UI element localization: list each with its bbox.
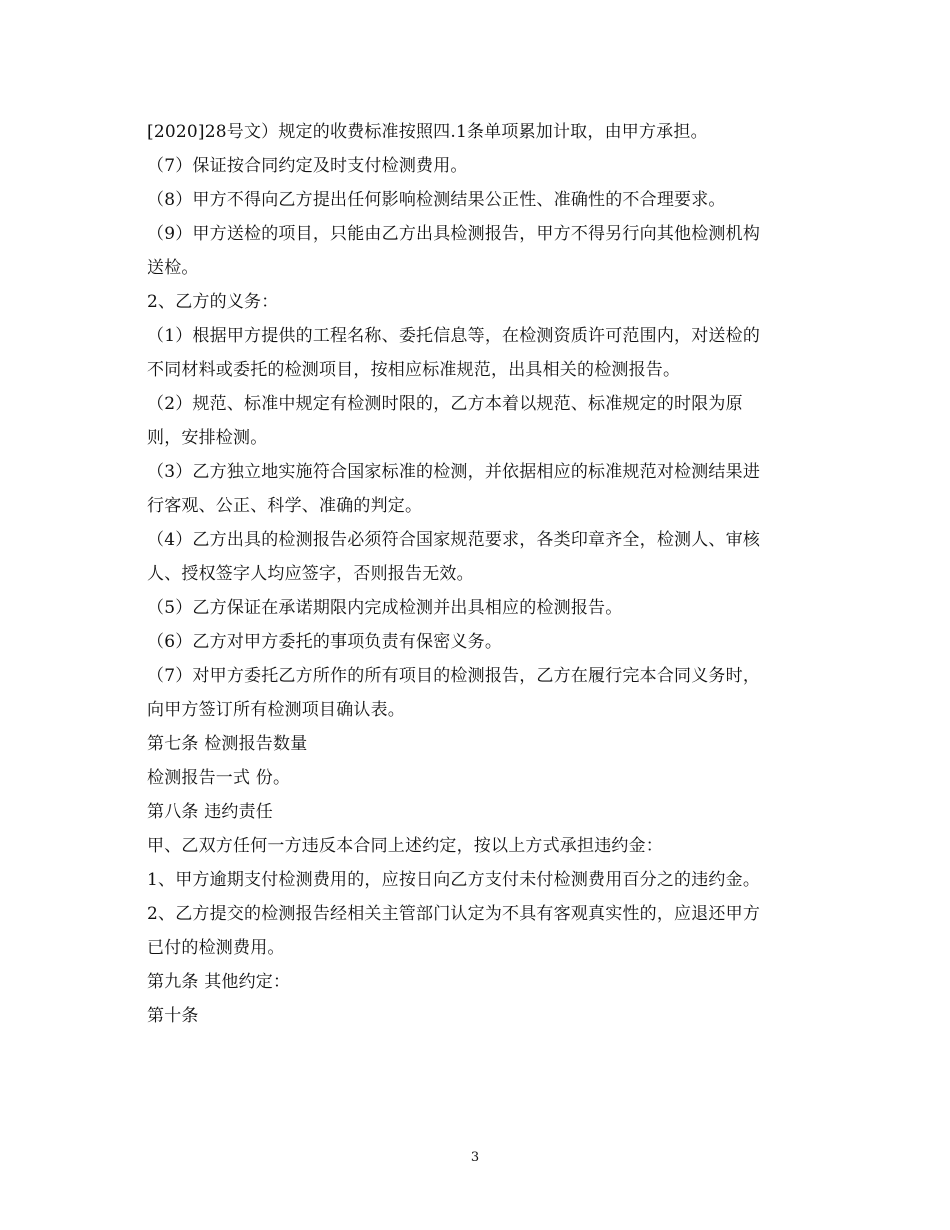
text-line: 2、乙方提交的检测报告经相关主管部门认定为不具有客观真实性的，应退还甲方 — [147, 904, 761, 924]
article-heading: 第七条 检测报告数量 — [147, 734, 308, 754]
text-line: （3）乙方独立地实施符合国家标准的检测，并依据相应的标准规范对检测结果进 — [147, 462, 761, 482]
text-line: 1、甲方逾期支付检测费用的，应按日向乙方支付未付检测费用百分之的违约金。 — [147, 870, 761, 890]
article-heading: 第十条 — [147, 1006, 199, 1026]
text-line: （5）乙方保证在承诺期限内完成检测并出具相应的检测报告。 — [147, 598, 623, 618]
text-line: （7）对甲方委托乙方所作的所有项目的检测报告，乙方在履行完本合同义务时， — [147, 666, 761, 686]
text-line: （8）甲方不得向乙方提出任何影响检测结果公正性、准确性的不合理要求。 — [147, 190, 726, 210]
article-heading: 第九条 其他约定： — [147, 972, 291, 992]
text-line: 甲、乙双方任何一方违反本合同上述约定，按以上方式承担违约金： — [147, 836, 663, 856]
text-line: （1）根据甲方提供的工程名称、委托信息等，在检测资质许可范围内，对送检的 — [147, 326, 761, 346]
text-line: （6）乙方对甲方委托的事项负责有保密义务。 — [147, 632, 503, 652]
text-line: （2）规范、标准中规定有检测时限的，乙方本着以规范、标准规定的时限为原 — [147, 394, 743, 414]
text-line: （4）乙方出具的检测报告必须符合国家规范要求，各类印章齐全，检测人、审核 — [147, 530, 761, 550]
text-line: 不同材料或委托的检测项目，按相应标准规范，出具相关的检测报告。 — [147, 360, 681, 380]
section-heading: 2、乙方的义务： — [147, 292, 279, 312]
text-line: 人、授权签字人均应签字，否则报告无效。 — [147, 564, 474, 584]
text-line: 送检。 — [147, 258, 199, 278]
text-line: 向甲方签订所有检测项目确认表。 — [147, 700, 405, 720]
text-line: 检测报告一式 份。 — [147, 768, 291, 788]
text-line: 行客观、公正、科学、准确的判定。 — [147, 496, 423, 516]
page-number: 3 — [470, 1150, 480, 1165]
document-body — [147, 115, 812, 1033]
article-heading: 第八条 违约责任 — [147, 802, 274, 822]
text-line: （9）甲方送检的项目，只能由乙方出具检测报告，甲方不得另行向其他检测机构 — [147, 224, 761, 244]
text-line: 已付的检测费用。 — [147, 938, 285, 958]
text-line: 则，安排检测。 — [147, 428, 268, 448]
text-line: [2020]28号文）规定的收费标准按照四.1条单项累加计取，由甲方承担。 — [147, 122, 708, 142]
text-line: （7）保证按合同约定及时支付检测费用。 — [147, 156, 468, 176]
